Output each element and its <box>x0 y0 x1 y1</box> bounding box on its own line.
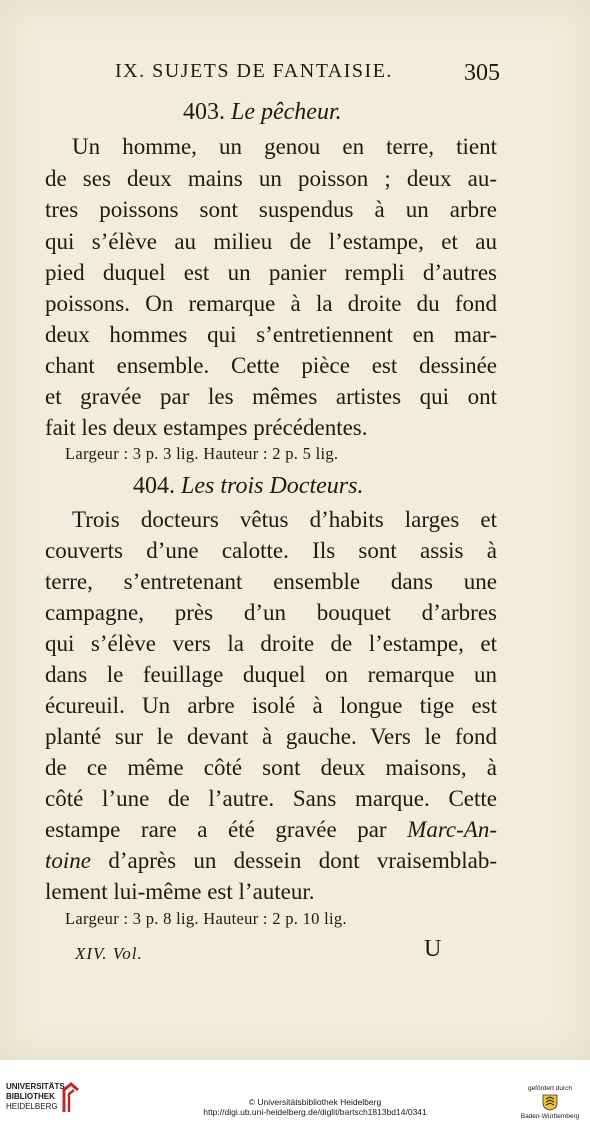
credit-block <box>150 1097 480 1117</box>
entry-403-line: pied duquel est un panier rempli d’autres <box>45 260 497 285</box>
volume-signature: XIV. Vol. <box>75 944 143 963</box>
permalink[interactable]: http://digi.ub.uni-heidelberg.de/diglit/bartsch1813bd14/0341 <box>203 1107 427 1117</box>
sponsor-label: gefördert durch <box>527 1085 573 1092</box>
entry-404-line: couverts d’une calotte. Ils sont assis à <box>45 538 497 563</box>
entry-404-heading <box>133 473 363 500</box>
entry-404-line-text: d’après un dessein dont vraisemblab- <box>91 848 497 873</box>
library-city: HEIDELBERG <box>6 1102 58 1111</box>
entry-404-line-mixed <box>45 847 497 875</box>
entry-404-artist-name: Marc-An- <box>407 817 497 842</box>
entry-404-line: terre, s’entretenant ensemble dans une <box>45 569 497 594</box>
entry-404-line: lement lui-même est l’auteur. <box>45 879 315 904</box>
entry-404-line: de ce même côté sont deux maisons, à <box>45 755 497 780</box>
entry-403-heading <box>183 99 342 126</box>
entry-403-line: tres poissons sont suspendus à un arbre <box>45 197 497 222</box>
sponsor-name: Baden-Württemberg <box>520 1113 580 1120</box>
entry-403-line: chant ensemble. Cette pièce est dessinée <box>45 353 497 378</box>
entry-404-line: écureuil. Un arbre isolé à longue tige est <box>45 693 497 718</box>
entry-404-line-mixed <box>45 816 497 844</box>
entry-404-dimensions: Largeur : 3 p. 8 lig. Hauteur : 2 p. 10 lig. <box>65 909 347 928</box>
sponsor-block <box>518 1084 582 1121</box>
entry-404-title: Les trois Docteurs. <box>181 473 364 499</box>
entry-403-number: 403. <box>183 99 225 125</box>
entry-404-line: Trois docteurs vêtus d’habits larges et <box>72 507 497 532</box>
library-logo-icon <box>62 1082 80 1114</box>
copyright-text: © Universitätsbibliothek Heidelberg <box>248 1097 382 1107</box>
page-number: 305 <box>464 60 500 86</box>
entry-403-line: qui s’élève au milieu de l’estampe, et au <box>45 229 497 254</box>
entry-404-line: campagne, près d’un bouquet d’arbres <box>45 600 497 625</box>
library-name-line: UNIVERSITÄTS- <box>6 1082 68 1091</box>
running-head <box>115 60 500 86</box>
entry-403-line: et gravée par les mêmes artistes qui ont <box>45 384 497 409</box>
library-logo-text <box>6 1082 67 1112</box>
entry-404-line: dans le feuillage duquel on remarque un <box>45 662 497 687</box>
library-name-line: BIBLIOTHEK <box>6 1092 55 1101</box>
entry-404-artist-name-cont: toine <box>45 848 91 873</box>
digitization-footer <box>0 1060 590 1123</box>
entry-403-line: deux hommes qui s’entretiennent en mar- <box>45 322 497 347</box>
entry-403-line: fait les deux estampes précédentes. <box>45 415 368 440</box>
entry-404-number: 404. <box>133 473 175 499</box>
running-title: IX. SUJETS DE FANTAISIE. <box>115 60 393 82</box>
entry-403-title: Le pêcheur. <box>231 99 342 125</box>
signature-letter: U <box>424 936 442 962</box>
entry-403-line: de ses deux mains un poisson ; deux au- <box>45 166 497 191</box>
coat-of-arms-icon <box>542 1094 558 1111</box>
entry-404-line-text: estampe rare a été gravée par <box>45 817 408 842</box>
entry-404-line: côté l’une de l’autre. Sans marque. Cette <box>45 786 497 811</box>
entry-404-line: planté sur le devant à gauche. Vers le fond <box>45 724 497 749</box>
entry-403-line: poissons. On remarque à la droite du fond <box>45 291 497 316</box>
entry-404-line: qui s’élève vers la droite de l’estampe, et <box>45 631 497 656</box>
entry-403-line: Un homme, un genou en terre, tient <box>72 134 497 159</box>
entry-403-dimensions: Largeur : 3 p. 3 lig. Hauteur : 2 p. 5 lig. <box>65 444 339 463</box>
